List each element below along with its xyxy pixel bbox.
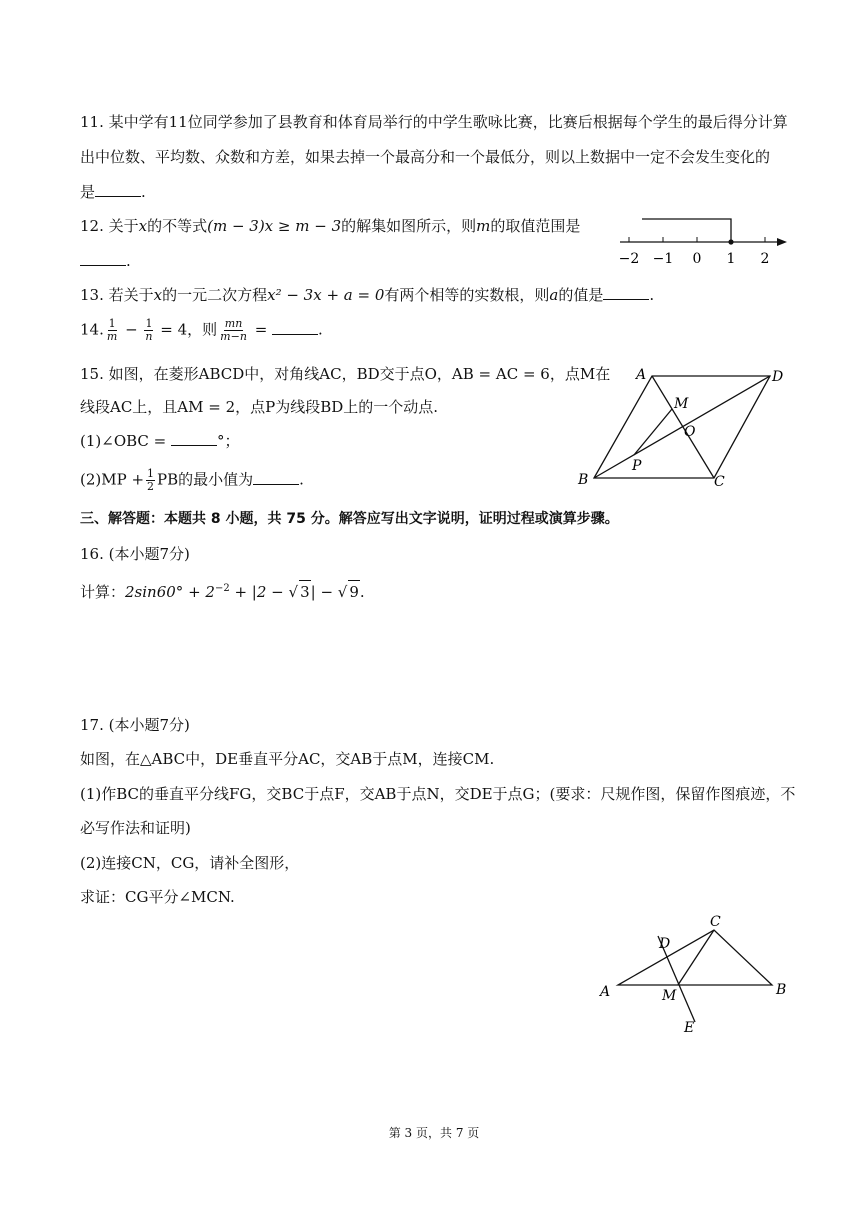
q17-line2: (1)作BC的垂直平分线FG，交BC于点F，交AB于点N，交DE于点G；(要求：尺规作图，保留作图痕迹，不 [80,785,796,803]
q13-text: 有两个相等的实数根，则 [384,286,550,304]
solution-bracket [642,219,731,242]
label-a: A [600,984,611,1000]
answer-blank [272,320,318,335]
q16-expression: 计算：$2\sin 60^\circ + 2^{-2} + |2$ − √ 3| − √ 9. [80,578,365,603]
label-p: P [632,458,642,474]
label-b: B [578,472,589,488]
var-x: x [153,286,163,304]
answer-blank [95,182,141,197]
q11-line3 [80,181,146,203]
q14-line: 14. $\frac{1}{m}$ − $\frac{1}{n}$ = 4，则 $\frac{mn}{m-n}$ = . [80,317,323,343]
label-c: C [710,914,721,930]
q12-suffix: . [126,252,131,270]
q14-text: = 4，则 [160,320,218,339]
q14-suffix: . [318,320,323,339]
q15-part2 [80,468,304,493]
var-a: a [549,286,559,304]
q17-line4: (2)连接CN，CG，请补全图形， [80,854,300,872]
label-b: B [776,982,787,998]
q12-inequality: (m − 3)x ≥ m − 3 [207,217,342,235]
q14-number: 14. [80,320,104,339]
rhombus-figure [570,360,800,495]
label-c: C [714,474,725,490]
label-o: O [684,424,696,440]
q12-text: 的取值范围是 [490,217,581,235]
q17-title: 17. (本小题7分) [80,716,190,734]
tick-label: 0 [692,251,702,267]
label-m: M [662,988,677,1004]
q15-part1-prefix: (1)∠OBC = [80,432,167,450]
fraction: $\frac{1}{n}$ [145,317,153,343]
q14-text: = [254,320,268,339]
answer-blank [171,431,217,446]
q12-line1 [80,215,580,237]
q16-exponent: −2 [214,583,230,594]
segment-cm [678,930,714,985]
fraction: $\frac{1}{m}$ [106,317,118,343]
q13-suffix: . [649,286,655,304]
q13-line [80,284,654,306]
triangle-abc [618,930,772,985]
label-m: M [674,396,689,412]
q12-number: 12. 关于 [80,217,139,235]
q16-expr: 2sin60° + 2 [125,583,215,601]
sqrt-value: 3 [299,580,311,603]
sqrt-value: 9 [348,580,360,603]
answer-blank [603,285,649,300]
q16-prefix: 计算： [80,583,126,601]
q16-expr: + |2 − [229,583,289,601]
section-heading: 三、解答题：本题共 8 小题，共 75 分。解答应写出文字说明，证明过程或演算步骤。 [80,511,619,527]
q13-text: 的值是 [558,286,604,304]
fraction: $\frac{1}{2}$ [147,467,155,493]
page-footer: 第 3 页，共 7 页 [388,1126,480,1140]
q12-line2 [80,250,131,272]
var-x: x [138,217,148,235]
q16-suffix: . [359,583,365,601]
q16-title: 16. (本小题7分) [80,545,190,563]
q15-part2-mid: PB的最小值为 [157,470,254,489]
label-d: D [772,369,784,385]
answer-blank [253,470,299,485]
tick-label: 2 [760,251,770,267]
number-line-figure [615,210,795,270]
label-d: D [659,936,671,952]
q13-text: 的一元二次方程 [162,286,268,304]
q11-line1: 11. 某中学有11位同学参加了县教育和体育局举行的中学生歌咏比赛，比赛后根据每个学生的最后得分计算 [80,113,788,131]
segment-mp [634,409,672,455]
q17-line3: 必写作法和证明) [80,819,191,837]
q15-line2: 线段AC上，且AM = 2，点P为线段BD上的一个动点. [80,398,439,416]
answer-blank [80,251,126,266]
q15-part2-prefix: (2)MP + [80,470,145,489]
diagonal-bd [594,376,770,478]
tick-label: −2 [618,251,640,267]
q13-number: 13. 若关于 [80,286,154,304]
q15-line1: 15. 如图，在菱形ABCD中，对角线AC，BD交于点O，AB = AC = 6，点M在 [80,365,611,383]
q15-part2-suffix: . [299,470,304,489]
label-e: E [684,1020,695,1036]
tick-label: −1 [652,251,674,267]
q13-equation: x² − 3x + a = 0 [267,286,385,304]
q12-text: 的不等式 [147,217,208,235]
solution-endpoint [728,239,733,244]
q15-part1-suffix: °； [217,432,240,450]
q15-part1 [80,430,240,452]
fraction: $\frac{mn}{m-n}$ [220,317,247,343]
label-a: A [636,367,647,383]
q17-line5: 求证：CG平分∠MCN. [80,888,235,906]
q11-line2: 出中位数、平均数、众数和方差，如果去掉一个最高分和一个最低分，则以上数据中一定不会发生变化的 [80,148,771,166]
q12-text: 的解集如图所示，则 [341,217,477,235]
axis-arrow [777,238,787,246]
var-m: m [476,217,491,235]
triangle-figure [590,910,800,1040]
q11-prefix: 是 [80,183,96,201]
q16-expr: | − [310,583,338,601]
q17-line1: 如图，在△ABC中，DE垂直平分AC，交AB于点M，连接CM. [80,750,495,768]
q11-suffix: . [141,183,146,201]
tick-label: 1 [726,251,736,267]
